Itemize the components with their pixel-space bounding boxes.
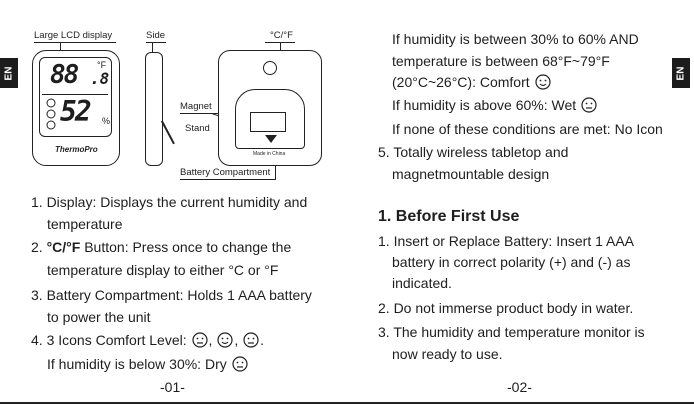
back-device xyxy=(218,50,322,166)
magnet-hole xyxy=(263,61,277,75)
neutral-face-icon xyxy=(581,97,597,113)
label-stand: Stand xyxy=(185,123,210,134)
item5-line2: magnetmountable design xyxy=(392,166,550,182)
neutral-face-icon xyxy=(232,356,248,372)
lcd-screen xyxy=(39,57,112,137)
lcd-humidity-unit: % xyxy=(102,116,111,126)
battery-arrow-icon xyxy=(265,135,277,143)
back-label: Made in China xyxy=(253,151,286,157)
page-number-right: -02- xyxy=(507,379,532,395)
smile-face-icon xyxy=(535,74,551,90)
wet-line-text: If humidity is above 60%: Wet xyxy=(392,97,577,113)
bottom-rule xyxy=(0,402,694,404)
smile-face-icon xyxy=(217,332,233,348)
side-device-stand xyxy=(161,120,175,144)
language-tab-right xyxy=(672,58,690,88)
callout-line xyxy=(34,42,116,43)
callout-line xyxy=(180,179,276,180)
battery-slot xyxy=(250,112,286,132)
no-icon-line: If none of these conditions are met: No Icon xyxy=(392,121,663,137)
step1-line3: indicated. xyxy=(392,275,452,291)
comfort-line2: temperature is between 68°F~79°F xyxy=(392,53,610,69)
label-cf: °C/°F xyxy=(270,30,293,41)
label-lcd-display: Large LCD display xyxy=(34,30,113,41)
item4-text: 4. 3 Icons Comfort Level: xyxy=(31,332,187,348)
wet-line xyxy=(392,96,598,114)
front-device xyxy=(32,50,120,166)
side-device xyxy=(145,52,163,166)
item2-line1 xyxy=(31,238,291,256)
brand-logo: ThermoPro xyxy=(55,145,98,154)
language-tab-left xyxy=(0,58,18,88)
section-title: 1. Before First Use xyxy=(378,208,520,225)
item4-dry-text: If humidity is below 30%: Dry xyxy=(47,356,227,372)
comfort-line3 xyxy=(392,73,552,91)
item2-text: Button: Press once to change the xyxy=(80,239,292,255)
step1-line1: 1. Insert or Replace Battery: Insert 1 AAA xyxy=(378,233,635,249)
item1-line2: temperature xyxy=(47,216,123,232)
lcd-temperature-decimal: .8 xyxy=(90,69,110,88)
label-battery-compartment: Battery Compartment xyxy=(180,167,271,178)
neutral-face-icon xyxy=(243,332,259,348)
comfort-line1: If humidity is between 30% to 60% AND xyxy=(392,31,639,47)
item3-line2: to power the unit xyxy=(47,309,151,325)
neutral-face-icon xyxy=(192,332,208,348)
item4-separator: , xyxy=(208,332,213,348)
item2-number: 2. xyxy=(31,239,47,255)
step2-line1: 2. Do not immerse product body in water. xyxy=(378,300,634,316)
page-number-left: -01- xyxy=(160,379,185,395)
label-magnet: Magnet xyxy=(180,101,212,112)
item1-line1: 1. Display: Displays the current humidity and xyxy=(31,194,308,210)
item2-button-name: °C/°F xyxy=(46,239,81,255)
item4-dry xyxy=(47,355,249,373)
callout-line xyxy=(146,42,166,43)
item4-period: . xyxy=(260,332,264,348)
item2-line2: temperature display to either °C or °F xyxy=(47,262,279,278)
lcd-comfort-icons xyxy=(45,98,57,132)
label-side: Side xyxy=(146,30,166,41)
item4-separator: , xyxy=(234,332,239,348)
step1-line2: battery in correct polarity (+) and (-) as xyxy=(392,254,631,270)
comfort-line3-text: (20°C~26°C): Comfort xyxy=(392,74,530,90)
language-tab-label: EN xyxy=(675,66,687,80)
item3-line1: 3. Battery Compartment: Holds 1 AAA battery xyxy=(31,287,312,303)
lcd-humidity: 52 xyxy=(60,95,90,128)
item4-line1 xyxy=(31,331,264,349)
item5-line1: 5. Totally wireless tabletop and xyxy=(378,144,569,160)
lcd-temperature: 88 xyxy=(50,60,78,90)
step3-line1: 3. The humidity and temperature monitor is xyxy=(378,324,645,340)
lcd-temperature-unit: °F xyxy=(97,60,107,70)
language-tab-label: EN xyxy=(3,66,15,80)
step3-line2: now ready to use. xyxy=(392,346,503,362)
